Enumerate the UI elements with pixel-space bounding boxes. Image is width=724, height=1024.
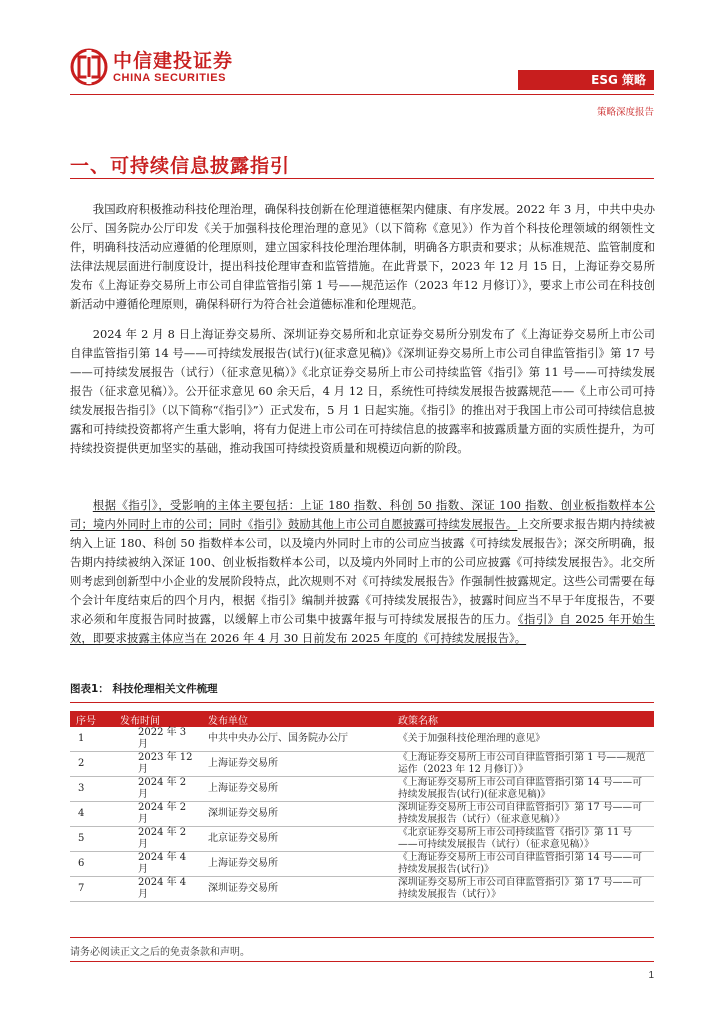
section-heading: 一、可持续信息披露指引 <box>70 155 291 177</box>
row-date: 2024 年 4 月 <box>114 852 202 877</box>
table-row <box>70 827 654 852</box>
logo-english-text: CHINA SECURITIES <box>113 71 227 84</box>
row-policy: 《关于加强科技伦理治理的意见》 <box>392 727 654 752</box>
row-date: 2023 年 12 月 <box>114 752 202 777</box>
table-row <box>70 777 654 802</box>
row-org: 中共中央办公厅、国务院办公厅 <box>202 727 392 752</box>
company-logo <box>70 48 233 86</box>
report-category-tag: ESG 策略 <box>518 70 654 90</box>
row-date: 2024 年 2 月 <box>114 777 202 802</box>
row-no: 2 <box>70 752 114 777</box>
table-row <box>70 727 654 752</box>
row-org: 上海证券交易所 <box>202 852 392 877</box>
paragraph-ethics-governance: 我国政府积极推动科技伦理治理，确保科技创新在伦理道德框架内健康、有序发展。2022 年 3 月，中共中央办公厅、国务院办公厅印发《关于加强科技伦理治理的意见》（以下简称《意见》）作为首个科技伦理领域的纲领性文件，明确科技活动应遵循的伦理原则，建立国家科技伦理治理体制，明确各方职责和要求；从标准规范、监管制度和法律法规层面进行制度设计，提出科技伦理审查和监管措施。在此背景下，2023 年 12 月 15 日，上海证券交易所发布《上海证券交易所上市公司自律监管指引第 1 号——规范运作（2023 年12 月修订）》，要求上市公司在科技创新活动中遵循伦理原则，确保科研行为符合社会道德标准和伦理规范。 <box>70 202 655 311</box>
scope-detail-text: 上交所要求报告期内持续被纳入上证 180、科创 50 指数样本公司，以及境内外同时上市的公司应当披露《可持续发展报告》；深交所明确，报告期内持续被纳入深证 100、创业板指数样本公司，以及境内外同时上市的公司应披露《可持续发展报告》。北交所则考虑到创新型中小企业的发展阶段特点，此次规则不对《可持续发展报告》作强制性披露规定。这些公司需要在每个会计年度结束后的四个月内，根据《指引》编制并披露《可持续发展报告》，披露时间应当不早于年度报告，不要求必须和年度报告同时披露，以缓解上市公司集中披露年报与可持续发展报告的压力。 <box>70 517 655 626</box>
row-org: 上海证券交易所 <box>202 777 392 802</box>
paragraph-disclosure-guideline: 2024 年 2 月 8 日上海证券交易所、深圳证券交易所和北京证券交易所分别发布了《上海证券交易所上市公司自律监管指引第 14 号——可持续发展报告(试行)(征求意见稿)》《深圳证券交易所上市公司自律监管指引》第 17 号——可持续发展报告（试行）（征求意见稿）》《北京证券交易所上市公司持续监管《指引》第 11 号——可持续发展报告（征求意见稿）》。公开征求意见 60 余天后，4 月 12 日，系统性可持续发展报告披露规范——《上市公司可持续发展报告指引》（以下简称“《指引》”）正式发布，5 月 1 日起实施。《指引》的推出对于我国上市公司可持续信息披露和可持续投资都将产生重大影响，将有力促进上市公司在可持续信息的披露率和披露质量方面的实质性提升，为可持续投资提供更加坚实的基础，推动我国可持续投资质量和规模迈向新的阶段。 <box>70 327 655 455</box>
row-no: 3 <box>70 777 114 802</box>
table-row <box>70 852 654 877</box>
table-row <box>70 802 654 827</box>
header-no: 序号 <box>70 711 114 727</box>
scope-underlined-text: 根据《指引》，受影响的主体主要包括：上证 180 指数、科创 50 指数、深证 100 指数、创业板指数样本公司；境内外同时上市的公司；同时《指引》鼓励其他上市公司自愿披露可持续发展报告。 <box>70 498 655 531</box>
citic-logo-icon <box>70 48 108 86</box>
row-no: 1 <box>70 727 114 752</box>
row-policy: 深圳证券交易所上市公司自律监管指引》第 17 号——可持续发展报告（试行）》 <box>392 877 654 902</box>
section-divider <box>70 178 654 179</box>
page-number: 1 <box>648 970 654 981</box>
table-caption: 图表1： 科技伦理相关文件梳理 <box>70 683 218 695</box>
logo-chinese-text: 中信建投证券 <box>113 49 234 72</box>
header-date: 发布时间 <box>114 711 202 727</box>
table-row <box>70 752 654 777</box>
row-no: 6 <box>70 852 114 877</box>
table-row <box>70 877 654 902</box>
paragraph-scope <box>70 496 655 648</box>
table-header-row <box>70 711 654 727</box>
policy-documents-table <box>70 711 654 902</box>
row-policy: 深圳证券交易所上市公司自律监管指引》第 17 号——可持续发展报告（试行）（征求意见稿）》 <box>392 802 654 827</box>
row-org: 北京证券交易所 <box>202 827 392 852</box>
row-policy: 《上海证券交易所上市公司自律监管指引第 14 号——可持续发展报告(试行)》 <box>392 852 654 877</box>
header-policy: 政策名称 <box>392 711 654 727</box>
header-divider <box>70 94 654 95</box>
footer-divider <box>70 937 654 938</box>
row-no: 5 <box>70 827 114 852</box>
row-org: 深圳证券交易所 <box>202 877 392 902</box>
row-date: 2024 年 2 月 <box>114 802 202 827</box>
row-org: 上海证券交易所 <box>202 752 392 777</box>
row-date: 2024 年 2 月 <box>114 827 202 852</box>
row-no: 7 <box>70 877 114 902</box>
footer-divider-bottom <box>70 961 654 962</box>
caption-divider <box>70 702 654 703</box>
row-date: 2022 年 3 月 <box>114 727 202 752</box>
row-org: 深圳证券交易所 <box>202 802 392 827</box>
row-policy: 《上海证券交易所上市公司自律监管指引第 1 号——规范运作（2023 年 12 月修订）》 <box>392 752 654 777</box>
row-policy: 《北京证券交易所上市公司持续监管《指引》第 11 号——可持续发展报告（试行）（征求意见稿）》 <box>392 827 654 852</box>
effective-date-text: 《指引》自 2025 年开始生效，即要求披露主体应当在 2026 年 4 月 30 日前发布 2025 年度的《可持续发展报告》。 <box>70 612 655 645</box>
row-date: 2024 年 4 月 <box>114 877 202 902</box>
report-type-label: 策略深度报告 <box>596 107 654 118</box>
row-no: 4 <box>70 802 114 827</box>
disclaimer-note: 请务必阅读正文之后的免责条款和声明。 <box>70 947 250 958</box>
row-policy: 《上海证券交易所上市公司自律监管指引第 14 号——可持续发展报告(试行)(征求意见稿)》 <box>392 777 654 802</box>
header-org: 发布单位 <box>202 711 392 727</box>
